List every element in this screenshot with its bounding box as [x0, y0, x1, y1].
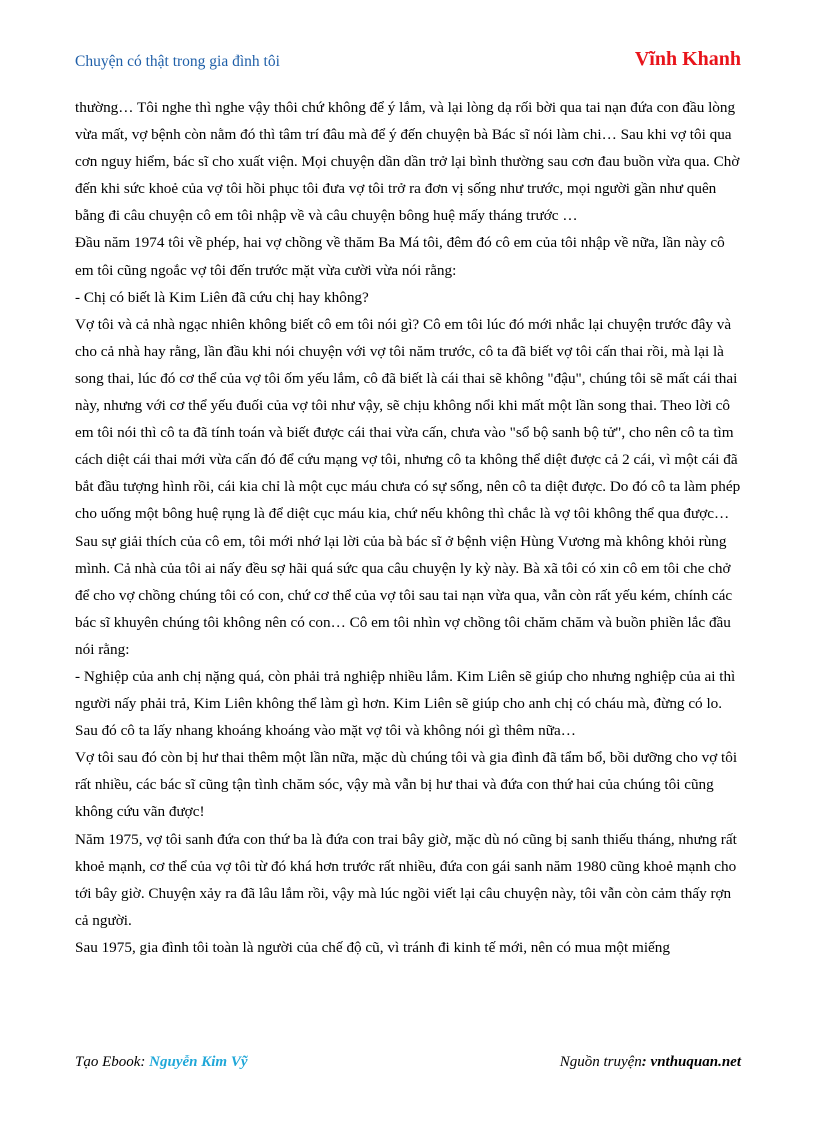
- ebook-credit: [75, 1054, 248, 1071]
- paragraph: Vợ tôi sau đó còn bị hư thai thêm một lần nữa, mặc dù chúng tôi và gia đình đã tẩm bổ, bồi dưỡng cho vợ tôi rất nhiều, các bác sĩ cũng tận tình chăm sóc, vậy mà vẫn bị hư thai và đứa con thứ hai của chúng tôi cũng không cứu vãn được!: [75, 749, 738, 821]
- source-credit-separator: :: [641, 1054, 651, 1070]
- source-site: vnthuquan.net: [650, 1054, 741, 1070]
- ebook-credit-label: Tạo Ebook: [75, 1054, 141, 1070]
- body-text: [75, 94, 743, 961]
- source-credit-label: Nguồn truyện: [559, 1054, 642, 1070]
- page-footer: [75, 1054, 741, 1076]
- paragraph: Sau 1975, gia đình tôi toàn là người của chế độ cũ, vì tránh đi kinh tế mới, nên có mua một miếng: [75, 938, 670, 956]
- header-author: Vĩnh Khanh: [634, 48, 741, 70]
- ebook-creator: Nguyễn Kim Vỹ: [149, 1054, 248, 1070]
- page-header: [75, 48, 741, 76]
- paragraph: thường… Tôi nghe thì nghe vậy thôi chứ không để ý lắm, và lại lòng dạ rối bời qua tai nạn đứa con đầu lòng vừa mất, vợ bệnh còn nằm đó thì tâm trí đâu mà để ý đến chuyện bà Bác sĩ nói làm chi… Sau khi vợ tôi qua cơn nguy hiểm, bác sĩ cho xuất viện. Mọi chuyện dần dần trở lại bình thường sau cơn đau buồn vừa qua. Chờ đến khi sức khoẻ của vợ tôi hồi phục tôi đưa vợ tôi trở ra đơn vị sống như trước, mọi người gần như quên bẵng đi câu chuyện cô em tôi nhập về và câu chuyện bông huệ mấy tháng trước …: [75, 99, 740, 225]
- paragraph: Năm 1975, vợ tôi sanh đứa con thứ ba là đứa con trai bây giờ, mặc dù nó cũng bị sanh thiếu tháng, nhưng rất khoẻ mạnh, cơ thể của vợ tôi từ đó khá hơn trước rất nhiều, đứa con gái sanh năm 1980 cũng khoẻ mạnh cho tới bây giờ. Chuyện xảy ra đã lâu lắm rồi, vậy mà lúc ngồi viết lại câu chuyện này, tôi vẫn còn cảm thấy rợn cả người.: [75, 830, 737, 929]
- paragraph: Vợ tôi và cả nhà ngạc nhiên không biết cô em tôi nói gì? Cô em tôi lúc đó mới nhắc lại chuyện trước đây và cho cả nhà hay rằng, lần đầu khi nói chuyện với vợ tôi năm trước, cô ta đã biết vợ tôi cấn thai rồi, mà lại là song thai, lúc đó cơ thể của vợ tôi ốm yếu lắm, cô đã biết là cái thai sẽ không "đậu", chúng tôi sẽ mất cái thai này, nhưng với cơ thể yếu đuối của vợ tôi như vậy, sẽ chịu không nổi khi mất một lần song thai. Theo lời cô em tôi nói thì cô ta đã tính toán và biết được cái thai vừa cấn, chưa vào "sổ bộ sanh bộ tử", cho nên cô ta tìm cách diệt cái thai mới vừa cấn đó để cứu mạng vợ tôi, nhưng cô ta không thể diệt được cả 2 cái, vì một cái đã bắt đầu tượng hình rồi, cái kia chỉ là một cục máu chưa có sự sống, nên cô ta diệt được. Do đó cô ta làm phép cho uống một bông huệ rụng là để diệt cục máu kia, chứ nếu không thì chắc là vợ tôi không thể qua được… Sau sự giải thích của cô em, tôi mới nhớ lại lời của bà bác sĩ ở bệnh viện Hùng Vương mà không khỏi rùng mình. Cả nhà của tôi ai nấy đều sợ hãi quá sức qua câu chuyện ly kỳ này. Bà xã tôi có xin cô em tôi che chở để cho vợ chồng chúng tôi có con, chứ cơ thể của vợ tôi sau tai nạn vừa qua, vẫn còn rất yếu kém, chính các bác sĩ khuyên chúng tôi không nên có con… Cô em tôi nhìn vợ chồng tôi chăm chăm và buồn phiền lắc đầu nói rằng:: [75, 315, 741, 658]
- header-title: Chuyện có thật trong gia đình tôi: [75, 53, 280, 70]
- source-credit: [560, 1054, 741, 1071]
- dialogue-line: - Nghiệp của anh chị nặng quá, còn phải trả nghiệp nhiều lắm. Kim Liên sẽ giúp cho nhưng nghiệp của ai thì người nấy phải trả, Kim Liên không thể làm gì hơn. Kim Liên sẽ giúp cho anh chị có cháu mà, đừng có lo. Sau đó cô ta lấy nhang khoáng khoáng vào mặt vợ tôi và không nói gì thêm nữa…: [75, 667, 736, 740]
- dialogue-line: - Chị có biết là Kim Liên đã cứu chị hay không?: [75, 288, 369, 306]
- paragraph: Đầu năm 1974 tôi về phép, hai vợ chồng về thăm Ba Má tôi, đêm đó cô em của tôi nhập về nữa, lần này cô em tôi cũng ngoắc vợ tôi đến trước mặt vừa cười vừa nói rằng:: [75, 234, 725, 279]
- ebook-credit-separator: :: [140, 1054, 150, 1070]
